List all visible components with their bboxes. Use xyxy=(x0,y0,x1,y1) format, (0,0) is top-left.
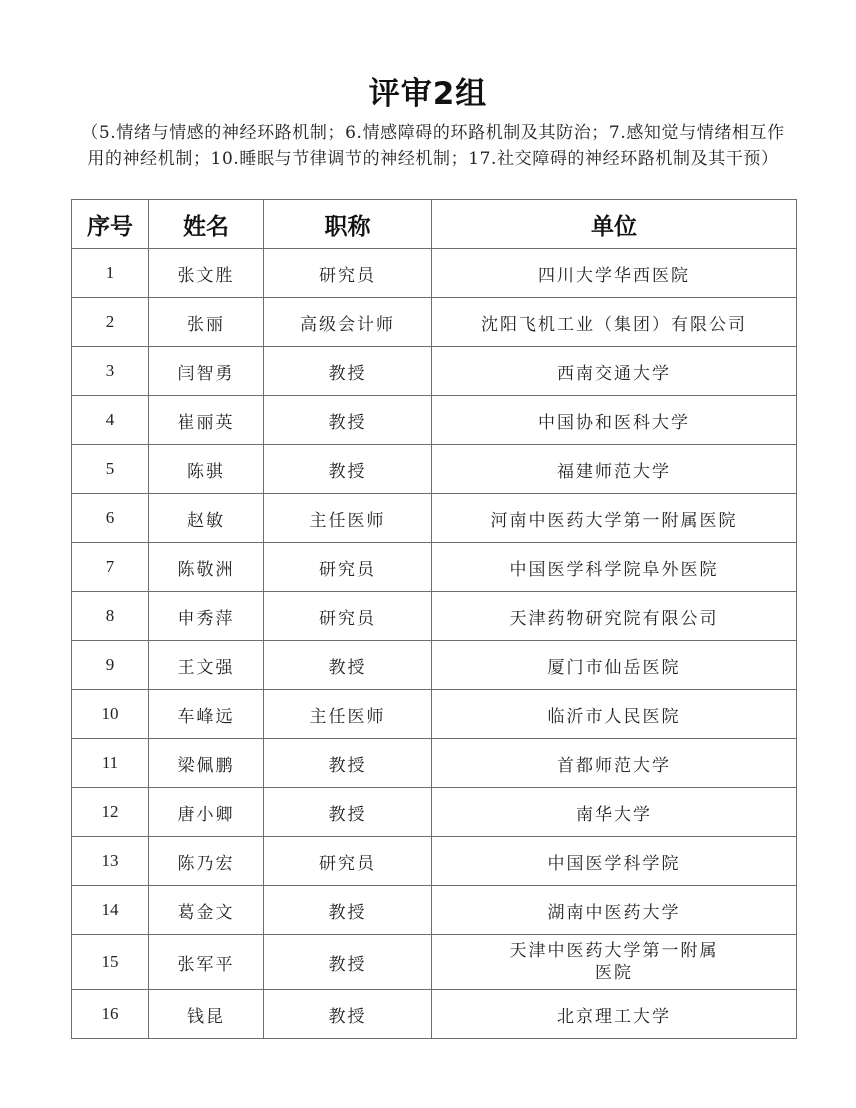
table-row xyxy=(72,990,797,1039)
cell-title: 教授 xyxy=(264,739,432,788)
table-row xyxy=(72,739,797,788)
table-row xyxy=(72,543,797,592)
cell-unit: 中国医学科学院阜外医院 xyxy=(432,543,797,592)
cell-name: 陈乃宏 xyxy=(149,837,264,886)
header-number: 序号 xyxy=(72,200,149,249)
cell-unit: 南华大学 xyxy=(432,788,797,837)
table-row xyxy=(72,396,797,445)
cell-title: 教授 xyxy=(264,990,432,1039)
cell-unit: 河南中医药大学第一附属医院 xyxy=(432,494,797,543)
cell-name: 崔丽英 xyxy=(149,396,264,445)
cell-unit-line-1: 天津中医药大学第一附属 xyxy=(509,941,719,961)
cell-name: 申秀萍 xyxy=(149,592,264,641)
cell-unit: 中国协和医科大学 xyxy=(432,396,797,445)
table-header-row xyxy=(72,200,797,249)
cell-unit: 福建师范大学 xyxy=(432,445,797,494)
header-unit: 单位 xyxy=(432,200,797,249)
table-row xyxy=(72,886,797,935)
cell-number: 11 xyxy=(72,739,149,788)
cell-title: 教授 xyxy=(264,886,432,935)
cell-title: 研究员 xyxy=(264,592,432,641)
cell-number: 9 xyxy=(72,641,149,690)
cell-title: 教授 xyxy=(264,396,432,445)
cell-unit: 天津药物研究院有限公司 xyxy=(432,592,797,641)
cell-title: 教授 xyxy=(264,445,432,494)
cell-title: 研究员 xyxy=(264,837,432,886)
table-row xyxy=(72,641,797,690)
cell-number: 16 xyxy=(72,990,149,1039)
cell-title: 教授 xyxy=(264,641,432,690)
cell-number: 12 xyxy=(72,788,149,837)
cell-unit: 临沂市人民医院 xyxy=(432,690,797,739)
cell-unit: 四川大学华西医院 xyxy=(432,249,797,298)
cell-unit: 沈阳飞机工业（集团）有限公司 xyxy=(432,298,797,347)
cell-number: 4 xyxy=(72,396,149,445)
cell-number: 5 xyxy=(72,445,149,494)
cell-unit: 厦门市仙岳医院 xyxy=(432,641,797,690)
cell-name: 陈敬洲 xyxy=(149,543,264,592)
cell-name: 钱昆 xyxy=(149,990,264,1039)
cell-name: 王文强 xyxy=(149,641,264,690)
cell-unit-line-2: 医院 xyxy=(595,963,633,983)
table-row xyxy=(72,445,797,494)
cell-number: 10 xyxy=(72,690,149,739)
document-title: 评审2组 xyxy=(368,76,488,112)
table-row xyxy=(72,592,797,641)
cell-name: 闫智勇 xyxy=(149,347,264,396)
cell-title: 高级会计师 xyxy=(264,298,432,347)
cell-name: 车峰远 xyxy=(149,690,264,739)
cell-name: 张文胜 xyxy=(149,249,264,298)
cell-name: 唐小卿 xyxy=(149,788,264,837)
cell-name: 张丽 xyxy=(149,298,264,347)
header-name: 姓名 xyxy=(149,200,264,249)
cell-title: 主任医师 xyxy=(264,494,432,543)
cell-name: 梁佩鹏 xyxy=(149,739,264,788)
cell-number: 6 xyxy=(72,494,149,543)
cell-number: 14 xyxy=(72,886,149,935)
cell-title: 教授 xyxy=(264,935,432,990)
cell-number: 7 xyxy=(72,543,149,592)
cell-title: 教授 xyxy=(264,788,432,837)
table-row xyxy=(72,494,797,543)
cell-unit xyxy=(432,935,797,990)
cell-number: 1 xyxy=(72,249,149,298)
cell-unit: 首都师范大学 xyxy=(432,739,797,788)
cell-title: 研究员 xyxy=(264,249,432,298)
cell-title: 教授 xyxy=(264,347,432,396)
cell-number: 2 xyxy=(72,298,149,347)
table-row xyxy=(72,837,797,886)
document-subtitle: （5.情绪与情感的神经环路机制；6.情感障碍的环路机制及其防治；7.感知觉与情绪相互作用的神经机制；10.睡眠与节律调节的神经机制；17.社交障碍的神经环路机制及其干预） xyxy=(81,123,785,169)
cell-number: 15 xyxy=(72,935,149,990)
table-row xyxy=(72,249,797,298)
cell-number: 8 xyxy=(72,592,149,641)
table-row xyxy=(72,788,797,837)
cell-title: 主任医师 xyxy=(264,690,432,739)
cell-unit: 中国医学科学院 xyxy=(432,837,797,886)
cell-unit: 西南交通大学 xyxy=(432,347,797,396)
cell-unit: 北京理工大学 xyxy=(432,990,797,1039)
cell-name: 葛金文 xyxy=(149,886,264,935)
table-row xyxy=(72,935,797,990)
table-row xyxy=(72,690,797,739)
table-row xyxy=(72,347,797,396)
table-row xyxy=(72,298,797,347)
cell-name: 赵敏 xyxy=(149,494,264,543)
cell-number: 3 xyxy=(72,347,149,396)
cell-unit: 湖南中医药大学 xyxy=(432,886,797,935)
cell-name: 张军平 xyxy=(149,935,264,990)
cell-name: 陈骐 xyxy=(149,445,264,494)
cell-title: 研究员 xyxy=(264,543,432,592)
header-title: 职称 xyxy=(264,200,432,249)
reviewer-table xyxy=(71,199,797,1039)
cell-number: 13 xyxy=(72,837,149,886)
